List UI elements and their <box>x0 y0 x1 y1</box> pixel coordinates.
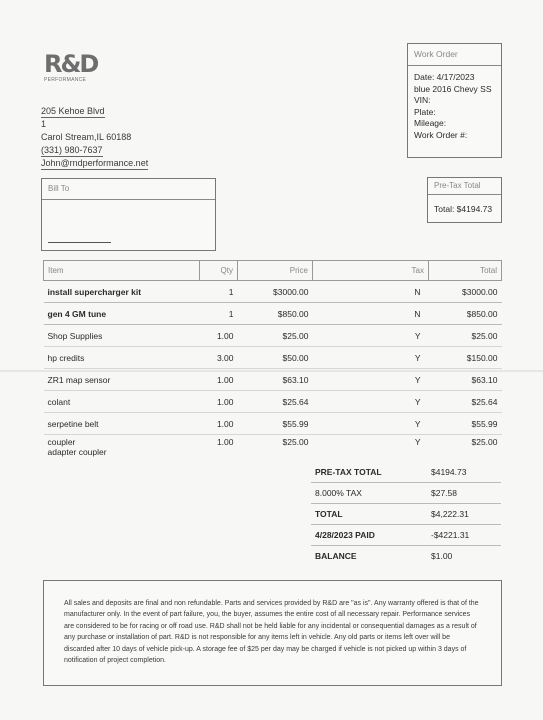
terms-text: All sales and deposits are final and non refundable. Parts and services provided by R&D are "as is". Any warranty offered is that of the manufacturer only. In the event of part failure, you, the buyer, assumes the entire cost of all necessary repair. Performance services are considered to be for racing or off road use. R&D shall not be held liable for any incidental or consequential damages as a result of any purchase or installation of part. R&D is not responsible for any items left in vehicle. Any old parts or items left over will be discarded after 10 days of vehicle pick-up. A storage fee of $25 per day may be charged if vehicle is not picked up within 3 days of notification of project completion. <box>64 600 479 665</box>
terms-box <box>43 580 502 686</box>
item-tax: Y <box>313 391 429 413</box>
item-total: $150.00 <box>429 347 502 369</box>
item-qty: 1.00 <box>200 413 238 435</box>
item-qty: 1.00 <box>200 391 238 413</box>
item-name: install supercharger kit <box>44 281 200 303</box>
item-price: $3000.00 <box>238 281 313 303</box>
totals-value: $4194.73 <box>427 462 501 483</box>
line-items-table <box>43 260 501 463</box>
item-total: $25.00 <box>429 325 502 347</box>
totals-value: $1.00 <box>431 551 453 561</box>
item-name: hp credits <box>44 347 200 369</box>
item-note: adapter coupler <box>47 447 107 457</box>
item-name: Shop Supplies <box>44 325 200 347</box>
city-state-zip: Carol Stream,IL 60188 <box>41 132 132 142</box>
table-row <box>44 369 502 391</box>
totals-value: $27.58 <box>427 483 501 504</box>
header-price: Price <box>238 261 313 281</box>
phone-number: (331) 980-7637 <box>41 145 103 155</box>
totals-row-tax <box>311 483 501 504</box>
work-order-plate: Plate: <box>414 106 436 117</box>
totals-row-pretax <box>311 462 501 483</box>
totals-value: -$4221.31 <box>427 525 501 546</box>
item-qty: 1 <box>200 303 238 325</box>
item-price: $50.00 <box>238 347 313 369</box>
item-price: $55.99 <box>238 413 313 435</box>
item-total: $25.00 <box>471 437 498 447</box>
item-name: ZR1 map sensor <box>44 369 200 391</box>
work-order-title: Work Order <box>408 44 501 66</box>
item-total: $63.10 <box>429 369 502 391</box>
item-tax: Y <box>313 347 429 369</box>
bill-to-title: Bill To <box>42 179 215 200</box>
item-tax: Y <box>414 437 421 447</box>
totals-label: 8.000% TAX <box>311 483 427 504</box>
work-order-vin: VIN: <box>414 95 431 105</box>
item-qty: 1.00 <box>200 325 238 347</box>
item-tax: N <box>313 281 429 303</box>
unit-number: 1 <box>41 119 47 129</box>
pretax-total-title: Pre-Tax Total <box>428 178 501 195</box>
item-total: $3000.00 <box>429 281 502 303</box>
work-order-number: Work Order #: <box>414 129 468 140</box>
item-name: gen 4 GM tune <box>44 303 200 325</box>
table-row <box>44 281 502 303</box>
table-row <box>44 391 502 413</box>
item-name: serpetine belt <box>44 413 200 435</box>
item-qty: 1.00 <box>216 437 234 447</box>
totals-label: 4/28/2023 PAID <box>311 525 427 546</box>
totals-row-balance <box>311 546 501 567</box>
item-qty: 1.00 <box>200 369 238 391</box>
header-tax: Tax <box>313 261 429 281</box>
item-name: colant <box>44 391 200 413</box>
work-order-mileage: Mileage: <box>414 118 447 128</box>
table-row <box>44 325 502 347</box>
pretax-total-value: Total: $4194.73 <box>434 204 493 214</box>
table-header-row <box>44 261 502 281</box>
item-qty: 1 <box>200 281 238 303</box>
totals-row-total <box>311 504 501 525</box>
totals-label: BALANCE <box>315 551 357 561</box>
work-order-vehicle: blue 2016 Chevy SS <box>414 83 492 94</box>
header-qty: Qty <box>200 261 238 281</box>
item-total: $850.00 <box>429 303 502 325</box>
totals-label: PRE-TAX TOTAL <box>311 462 427 483</box>
street-address: 205 Kehoe Blvd <box>41 106 105 116</box>
item-tax: N <box>313 303 429 325</box>
totals-label: TOTAL <box>311 504 427 525</box>
totals-row-paid <box>311 525 501 546</box>
item-name: coupler <box>47 437 76 447</box>
work-order-box <box>407 43 502 158</box>
item-tax: Y <box>313 413 429 435</box>
pretax-total-box <box>427 177 502 223</box>
item-name-cell <box>44 435 200 464</box>
logo-mark: R&D <box>44 50 98 78</box>
item-qty: 3.00 <box>200 347 238 369</box>
totals-value: $4,222.31 <box>427 504 501 525</box>
item-tax: Y <box>313 325 429 347</box>
bill-to-box <box>41 178 216 251</box>
totals-summary <box>311 462 501 566</box>
item-total: $55.99 <box>429 413 502 435</box>
work-order-date: Date: 4/17/2023 <box>414 72 475 82</box>
bill-to-signature-line <box>48 242 111 243</box>
item-price: $850.00 <box>238 303 313 325</box>
email-address: John@rndperformance.net <box>41 158 149 168</box>
company-address <box>41 105 148 170</box>
table-row <box>44 303 502 325</box>
table-row <box>44 435 502 464</box>
table-row <box>44 347 502 369</box>
item-price: $63.10 <box>238 369 313 391</box>
table-row <box>44 413 502 435</box>
item-price: $25.00 <box>238 325 313 347</box>
header-item: Item <box>44 261 200 281</box>
item-price: $25.64 <box>238 391 313 413</box>
logo-subtitle: PERFORMANCE <box>44 77 87 83</box>
item-tax: Y <box>313 369 429 391</box>
item-total: $25.64 <box>429 391 502 413</box>
header-total: Total <box>429 261 502 281</box>
item-price: $25.00 <box>282 437 309 447</box>
company-logo <box>44 52 96 86</box>
